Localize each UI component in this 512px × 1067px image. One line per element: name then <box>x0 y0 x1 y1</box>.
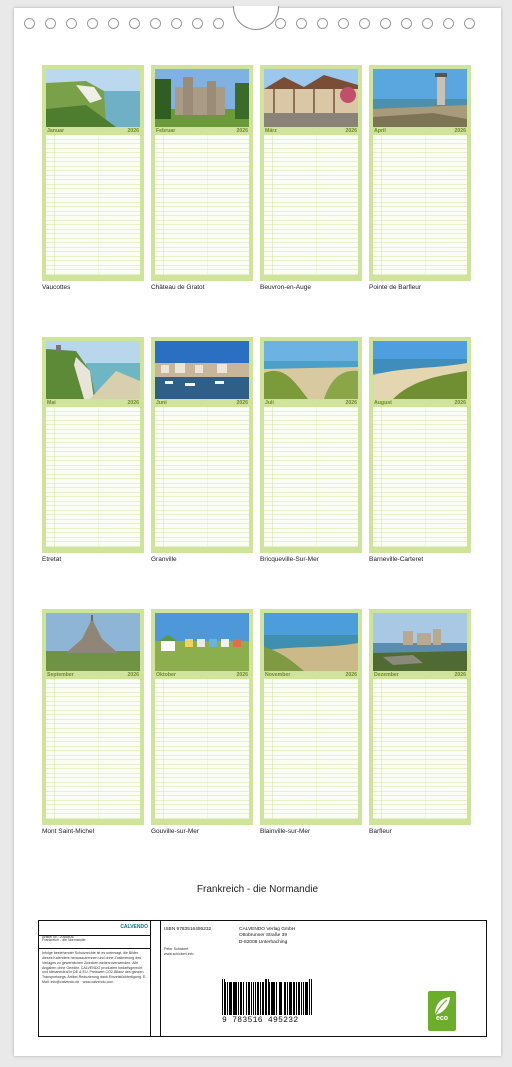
barcode-bar <box>249 982 250 1015</box>
calendar-sheet <box>14 8 501 1056</box>
month-header <box>373 127 467 135</box>
month-name: April <box>374 128 386 134</box>
month-page <box>260 65 362 281</box>
binding-ring <box>87 18 98 29</box>
barcode-bar <box>255 982 256 1015</box>
month-page <box>151 337 253 553</box>
barcode-bar <box>276 982 278 1015</box>
day-grid <box>155 135 249 275</box>
month-name: Juni <box>156 400 167 406</box>
month-name: August <box>374 400 392 406</box>
barcode-bar <box>306 982 308 1015</box>
barcode-bar <box>227 982 228 1015</box>
month-header <box>264 127 358 135</box>
month-header <box>46 671 140 679</box>
month-year: 2026 <box>345 128 357 134</box>
binding-ring <box>338 18 349 29</box>
month-year: 2026 <box>127 672 139 678</box>
barcode-bar <box>238 982 239 1015</box>
month-photo <box>264 69 358 127</box>
month-header <box>373 399 467 407</box>
month-photo <box>264 613 358 671</box>
photo-caption: Granville <box>151 556 177 563</box>
binding-ring <box>108 18 119 29</box>
day-grid <box>373 679 467 819</box>
month-photo <box>373 69 467 127</box>
photo-caption: Gouville-sur-Mer <box>151 828 200 835</box>
day-grid <box>264 135 358 275</box>
month-photo <box>46 613 140 671</box>
leaf-icon <box>432 995 452 1017</box>
month-photo <box>155 341 249 399</box>
author-name: Peter Schickert <box>164 947 189 952</box>
binding-ring <box>296 18 307 29</box>
day-grid <box>46 407 140 547</box>
month-year: 2026 <box>345 400 357 406</box>
binding-ring <box>401 18 412 29</box>
photo-caption: Barfleur <box>369 828 392 835</box>
binding-ring <box>171 18 182 29</box>
month-name: September <box>47 672 74 678</box>
product-name: Frankreich - die Normandie <box>42 938 86 942</box>
binding-ring <box>443 18 454 29</box>
month-year: 2026 <box>454 128 466 134</box>
month-header <box>155 399 249 407</box>
month-page <box>42 65 144 281</box>
month-year: 2026 <box>236 672 248 678</box>
isbn-barcode <box>222 982 312 1026</box>
month-header <box>373 671 467 679</box>
barcode-bar <box>293 982 294 1015</box>
month-header <box>264 399 358 407</box>
barcode-bar <box>311 979 312 1015</box>
isbn: ISBN 9783516495232 <box>164 927 212 932</box>
month-year: 2026 <box>127 400 139 406</box>
photo-caption: Pointe de Barfleur <box>369 284 422 291</box>
photo-caption: Barneville-Carteret <box>369 556 424 563</box>
binding-ring <box>66 18 77 29</box>
binding-ring <box>45 18 56 29</box>
binding-ring <box>24 18 35 29</box>
publisher-city: D-82008 Unterhaching <box>239 939 288 945</box>
month-page <box>42 337 144 553</box>
barcode-bar <box>290 982 292 1015</box>
month-photo <box>264 341 358 399</box>
month-year: 2026 <box>236 128 248 134</box>
month-page <box>369 609 471 825</box>
month-name: Dezember <box>374 672 399 678</box>
month-name: November <box>265 672 291 678</box>
day-grid <box>264 679 358 819</box>
barcode-bar <box>281 982 282 1015</box>
barcode-bar <box>260 982 261 1015</box>
month-photo <box>155 613 249 671</box>
author-website: www.schickert.info <box>164 952 194 957</box>
month-year: 2026 <box>127 128 139 134</box>
photo-caption: Blainville-sur-Mer <box>260 828 311 835</box>
month-page <box>260 609 362 825</box>
binding-ring <box>359 18 370 29</box>
month-year: 2026 <box>345 672 357 678</box>
month-photo <box>155 69 249 127</box>
barcode-bar <box>309 979 310 1015</box>
month-header <box>46 399 140 407</box>
month-year: 2026 <box>236 400 248 406</box>
month-header <box>155 671 249 679</box>
binding-ring <box>192 18 203 29</box>
month-page <box>260 337 362 553</box>
month-page <box>369 65 471 281</box>
binding-ring <box>317 18 328 29</box>
barcode-bar <box>222 979 223 1015</box>
barcode-bar <box>253 982 255 1015</box>
barcode-bar <box>230 982 232 1015</box>
month-name: März <box>265 128 277 134</box>
month-header <box>264 671 358 679</box>
month-photo <box>373 341 467 399</box>
photo-caption: Etretat <box>42 556 62 563</box>
month-photo <box>373 613 467 671</box>
month-header <box>46 127 140 135</box>
calendar-title: Frankreich - die Normandie <box>196 884 319 895</box>
calvendo-logo: CALVENDO <box>120 924 148 930</box>
barcode-bar <box>233 982 234 1015</box>
month-page <box>42 609 144 825</box>
month-page <box>369 337 471 553</box>
binding-ring <box>422 18 433 29</box>
month-year: 2026 <box>454 672 466 678</box>
binding-ring <box>150 18 161 29</box>
photo-caption: Beuvron-en-Auge <box>260 284 311 291</box>
binding-ring <box>380 18 391 29</box>
eco-label: eco <box>435 1015 449 1022</box>
month-name: Februar <box>156 128 176 134</box>
day-grid <box>155 679 249 819</box>
day-grid <box>373 407 467 547</box>
binding-ring <box>213 18 224 29</box>
imprint-box <box>38 920 487 1037</box>
barcode-bar <box>271 982 272 1015</box>
day-grid <box>155 407 249 547</box>
day-grid <box>264 407 358 547</box>
publisher-street: Ottobrunner Straße 39 <box>239 933 287 939</box>
month-name: Januar <box>47 128 65 134</box>
photo-caption: Bricqueville-Sur-Mer <box>260 556 319 563</box>
binding-ring <box>129 18 140 29</box>
photo-caption: Mont Saint-Michel <box>42 828 95 835</box>
photo-caption: Château de Gratot <box>151 284 205 291</box>
month-photo <box>46 341 140 399</box>
day-grid <box>46 679 140 819</box>
month-name: Mai <box>47 400 56 406</box>
month-name: Oktober <box>156 672 176 678</box>
legal-notice: Infolge bestehender Schutzrechte ist es untersagt, die Bilder dieses Kalenders herauszutrennen und ohne Zustimmung des Verlages zu gewerblichen Zwecken weiterzuverwenden. Alle Angaben ohne Gewähr. CALVENDO produziert bedarfsgerecht und klimaneutral in DE & EU. Preiswert CO2-Bilanz des ganzen Transportwegs. Artikel-Reduzierung dank Einzelstückfertigung. E-Mail: info@calvendo.de · www.calvendo.com <box>42 951 147 985</box>
month-page <box>151 65 253 281</box>
month-name: Juli <box>265 400 274 406</box>
barcode-bar <box>265 979 267 1015</box>
day-grid <box>46 135 140 275</box>
month-year: 2026 <box>454 400 466 406</box>
publisher-name: CALVENDO Verlag GmbH <box>239 927 296 932</box>
barcode-bar <box>243 982 245 1015</box>
article-number: Artikel Nr.: 2066806 <box>42 935 74 939</box>
eco-badge <box>428 991 456 1031</box>
barcode-bar <box>298 982 299 1015</box>
day-grid <box>373 135 467 275</box>
barcode-bar <box>287 982 288 1015</box>
photo-caption: Vaucottes <box>42 284 71 291</box>
imprint-left-column <box>39 921 151 1036</box>
barcode-bar <box>303 982 304 1015</box>
barcode-digits: 9 783516 495232 <box>222 1016 299 1025</box>
binding-ring <box>464 18 475 29</box>
month-header <box>155 127 249 135</box>
month-photo <box>46 69 140 127</box>
binding-ring <box>275 18 286 29</box>
month-page <box>151 609 253 825</box>
